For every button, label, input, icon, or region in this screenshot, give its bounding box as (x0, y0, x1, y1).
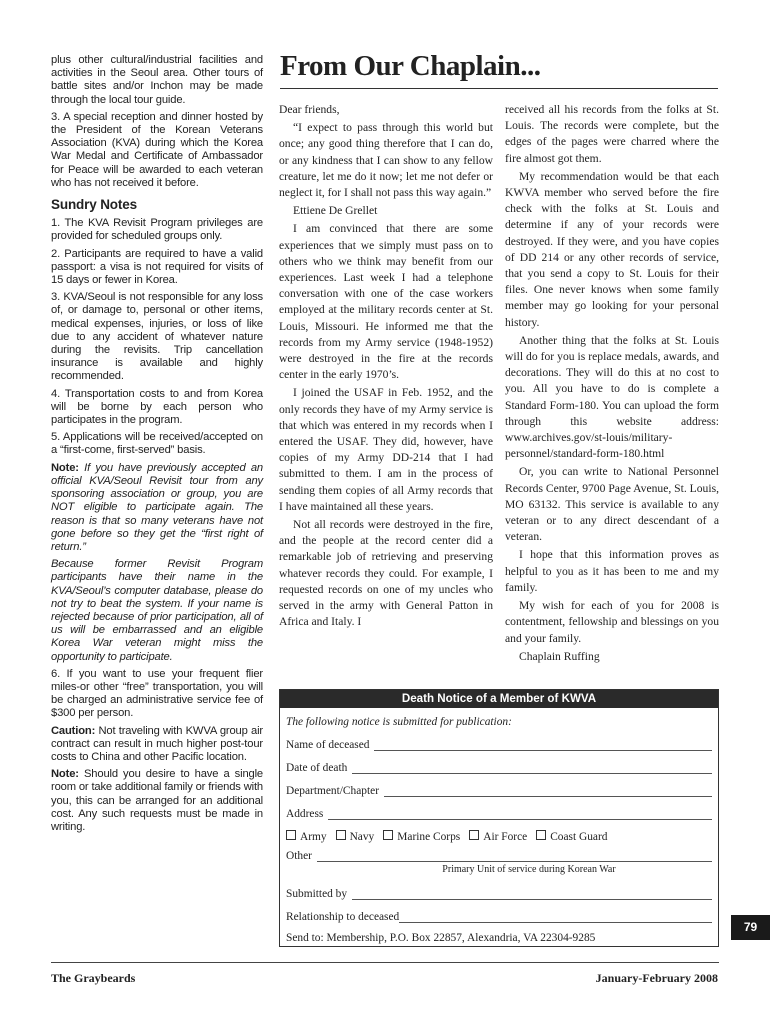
branch-label: Air Force (483, 831, 528, 843)
eligibility-note-text: If you have previously accepted an official KVA/Seoul Revisit tour from any sponsoring association or group, you are NOT eligible to participate again. The reason is that so many veterans have not gone before so they get the “first right of return.” (51, 461, 263, 553)
address-label: Address (286, 808, 324, 820)
branch-label: Navy (349, 831, 375, 843)
sundry-notes-heading: Sundry Notes (51, 197, 137, 213)
checkbox-icon[interactable] (383, 830, 393, 840)
death-notice-header: Death Notice of a Member of KWVA (280, 690, 718, 708)
chaplain-paragraph-1: I am convinced that there are some experiences that we simply must pass on to others who we think may benefit from our experiences. Last week I had a telephone conversation with one of the case workers employed at the military records center at St. Louis, Missouri. He informed me that the records from my Army service (1948-1952) were destroyed in the fire at the records center in the early 1970’s. (279, 222, 493, 382)
title-divider (280, 88, 718, 89)
caution-text: Not traveling with KWVA group air contract can result in much higher post-tour costs to China and other Pacific location. (51, 724, 263, 763)
page-number-badge: 79 (731, 915, 770, 940)
tour-intro-text: plus other cultural/industrial facilities and activities in the Seoul area. Other tours of battle sites and/or Inchon may be made through the local tour guide. (51, 54, 263, 106)
sundry-note-4: 4. Transportation costs to and from Korea will be borne by each person who participates in the program. (51, 387, 263, 427)
chaplain-paragraph-9: My wish for each of you for 2008 is contentment, fellowship and blessings on you and your family. (505, 599, 719, 645)
footer-divider (51, 962, 719, 963)
other-field[interactable] (317, 849, 712, 862)
relationship-label: Relationship to deceased (286, 911, 400, 923)
sundry-note-5: 5. Applications will be received/accepted on a “first-come, first-served” basis. (51, 431, 263, 457)
send-to-address: Send to: Membership, P.O. Box 22857, Alexandria, VA 22304-9285 (286, 932, 596, 944)
checkbox-icon[interactable] (469, 830, 479, 840)
address-row (286, 803, 712, 820)
date-label: Date of death (286, 762, 348, 774)
department-label: Department/Chapter (286, 785, 379, 797)
branch-coast-guard[interactable] (536, 830, 607, 843)
note-label-2: Note: (51, 768, 79, 781)
chaplain-title: From Our Chaplain... (280, 50, 541, 82)
sundry-note-3: 3. KVA/Seoul is not responsible for any loss of, or damage to, personal or other items, medical expenses, injuries, or loss of like due to any accident of whatever nature during the revisits. Trip cancellation insurance is available and highly recommended. (51, 291, 263, 383)
quote-paragraph: “I expect to pass through this world but once; any good thing therefore that I can do, or any kindness that I can show to any fellow creature, let me do it now; let me not defer or neglect it, for I shall not pass this way again.” (279, 121, 493, 200)
issue-date: January-February 2008 (595, 971, 718, 985)
death-notice-intro: The following notice is submitted for publication: (286, 716, 512, 728)
checkbox-icon[interactable] (536, 830, 546, 840)
branch-label: Army (300, 831, 327, 843)
branch-checkboxes (286, 830, 712, 843)
relationship-field[interactable] (399, 910, 712, 923)
name-label: Name of deceased (286, 739, 370, 751)
chaplain-paragraph-6: Another thing that the folks at St. Louis will do for you is replace medals, awards, and decorations. They will do this at no cost to you. All you have to do is complete a Standard Form-180. You can upload the form through this website address: www.archives.gov/st-louis/military-personnel/standard-form-180.html (505, 333, 719, 461)
chaplain-paragraph-2: I joined the USAF in Feb. 1952, and the only records they have of my Army service is that which was entered in my records when I entered the USAF. They did, however, have copies of my Army DD-214 that I had submitted to them. I am in the process of sending them copies of all Army records that I have maintained all these years. (279, 386, 493, 513)
sundry-note-1: 1. The KVA Revisit Program privileges are provided for scheduled groups only. (51, 217, 263, 243)
submitted-field[interactable] (352, 887, 712, 900)
date-field[interactable] (352, 761, 712, 774)
checkbox-icon[interactable] (286, 830, 296, 840)
branch-label: Coast Guard (550, 831, 608, 843)
date-row (286, 757, 712, 774)
branch-air-force[interactable] (469, 830, 527, 843)
chaplain-column-right (505, 102, 719, 667)
chaplain-paragraph-5: My recommendation would be that each KWVA member who served before the fire check with the folks at St. Louis and determine if any of your records were destroyed. If they were, and you have copies of DD 214 or any other records of service, that you send a copy to St. Louis for their files. One never knows when some family member may go looking for your personal history. (505, 169, 719, 329)
left-column (51, 54, 263, 838)
database-warning: Because former Revisit Program participants have their name in the KVA/Seoul’s computer database, please do not try to beat the system. If your name is rejected because of prior participation, all of us will be embarrassed and an eligible Korea War veteran might miss the opportunity to participate. (51, 558, 263, 663)
name-row (286, 734, 712, 751)
branch-navy[interactable] (336, 830, 375, 843)
chaplain-paragraph-3: Not all records were destroyed in the fire, and the people at the record center did a remarkable job of retrieving and preserving whatever records they could. For example, I requested records on one of my uncles who served in the army with General Patton in Africa and Italy. I (279, 518, 493, 629)
note-label: Note: (51, 461, 79, 474)
chaplain-paragraph-8: I hope that this information proves as helpful to you as it has been to me and my family. (505, 548, 719, 594)
caution-label: Caution: (51, 724, 96, 737)
publication-name: The Graybeards (51, 971, 136, 985)
address-field[interactable] (328, 807, 712, 820)
chaplain-column-middle (279, 102, 493, 633)
salutation: Dear friends, (279, 103, 340, 116)
sundry-note-6: 6. If you want to use your frequent flier miles-or other “free” transportation, you will be charged an administrative service fee of $300 per person. (51, 667, 263, 720)
branch-army[interactable] (286, 830, 327, 843)
chaplain-paragraph-7: Or, you can write to National Personnel Records Center, 9700 Page Avenue, St. Louis, MO 63132. This service is available to any veteran or to any direct descendant of a veteran. (505, 465, 719, 544)
primary-unit-caption: Primary Unit of service during Korean War (442, 864, 616, 875)
reception-item: 3. A special reception and dinner hosted by the President of the Korean Veterans Association (KVA) during which the Korea War Medal and Certificate of Ambassador for Peace will be awarded to each veteran who has not received it before. (51, 110, 263, 189)
eligibility-note (51, 462, 263, 554)
branch-label: Marine Corps (397, 831, 461, 843)
name-field[interactable] (374, 738, 712, 751)
death-notice-form (279, 689, 719, 947)
room-note-text: Should you desire to have a single room or take additional family or friends with you, this can be arranged for an additional cost. Any such requests must be made in writing. (51, 768, 263, 833)
other-row (286, 845, 712, 862)
sundry-note-2: 2. Participants are required to have a valid passport: a visa is not required for visits of 15 days or fewer in Korea. (51, 247, 263, 287)
department-field[interactable] (384, 784, 712, 797)
quote-attribution: Ettiene De Grellet (293, 204, 378, 218)
chaplain-paragraph-4: received all his records from the folks at St. Louis. The records were complete, but the edges of the pages were charred where the fire almost got them. (505, 103, 719, 165)
relationship-row (286, 906, 712, 923)
submitted-row (286, 883, 712, 900)
submitted-label: Submitted by (286, 888, 348, 900)
branch-marine-corps[interactable] (383, 830, 460, 843)
department-row (286, 780, 712, 797)
chaplain-signature: Chaplain Ruffing (519, 649, 600, 663)
checkbox-icon[interactable] (336, 830, 346, 840)
room-note (51, 768, 263, 834)
other-label: Other (286, 850, 312, 862)
caution-note (51, 725, 263, 765)
